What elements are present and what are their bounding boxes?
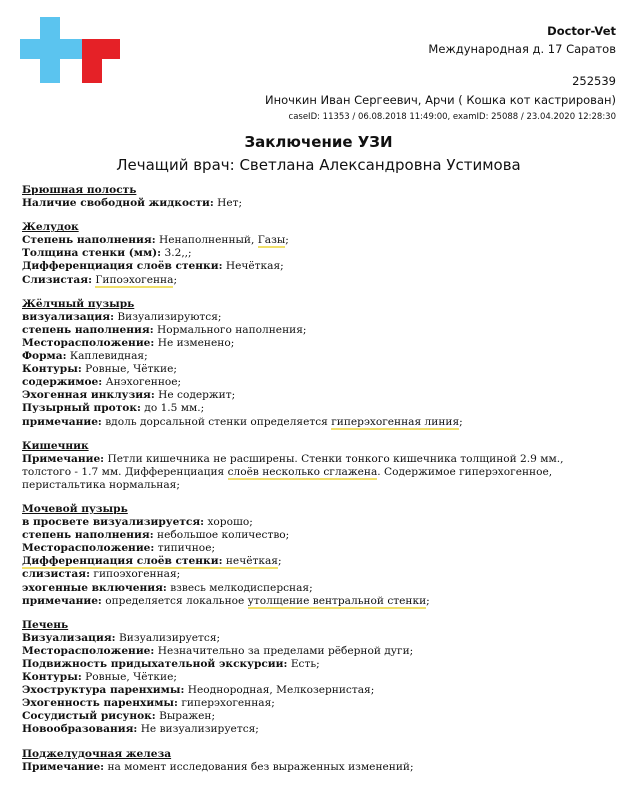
field-row: Толщина стенки (мм): 3.2,,; — [22, 247, 192, 260]
logo-blue-cross-horizontal — [20, 39, 82, 59]
section-title: Печень — [22, 618, 69, 631]
field-row: Примечание: на момент исследования без выраженных изменений; — [22, 760, 414, 773]
field-row: Визуализация: Визуализируется; — [22, 631, 221, 644]
field-row: Дифференциация слоёв стенки: Нечёткая; — [22, 260, 284, 273]
highlight: утолщение вентральной стенки — [247, 594, 427, 607]
field-row: визуализация: Визуализируются; — [22, 310, 222, 323]
field-row: Месторасположение: Не изменено; — [22, 336, 235, 349]
section-title: Брюшная полость — [22, 184, 137, 196]
logo-red-shape-horizontal — [82, 39, 120, 59]
section-gallbladder — [22, 298, 614, 429]
field-row: Наличие свободной жидкости: Нет; — [22, 197, 243, 210]
highlight: Гипоэхогенна — [95, 273, 174, 286]
section-stomach — [22, 221, 614, 286]
field-row: Сосудистый рисунок: Выражен; — [22, 710, 216, 723]
clinic-address: Международная д. 17 Саратов — [428, 42, 616, 56]
field-row: степень наполнения: небольшое количество; — [22, 529, 290, 542]
field-row: Контуры: Ровные, Чёткие; — [22, 363, 177, 376]
section-title: Жёлчный пузырь — [22, 297, 135, 310]
highlight: слоёв несколько сглажена — [227, 465, 378, 478]
field-row: Новообразования: Не визуализируется; — [22, 723, 259, 736]
field-row: степень наполнения: Нормального наполнения; — [22, 323, 307, 336]
field-row: Эхогенная инклузия: Не содержит; — [22, 389, 236, 402]
highlight: гиперэхогенная линия — [331, 415, 460, 428]
report-title: Заключение УЗИ — [244, 133, 393, 151]
section-liver — [22, 619, 614, 737]
case-number: 252539 — [572, 74, 616, 88]
attending-doctor: Лечащий врач: Светлана Александровна Устимова — [116, 156, 521, 174]
highlight: Дифференциация слоёв стенки: нечёткая — [22, 555, 278, 568]
clinic-logo-icon — [20, 17, 120, 83]
field-row: слизистая: гипоэхогенная; — [22, 568, 181, 581]
field-row: Эхогенность паренхимы: гиперэхогенная; — [22, 697, 275, 710]
field-row: в просвете визуализируется: хорошо; — [22, 516, 253, 529]
field-row: Пузырный проток: до 1.5 мм.; — [22, 402, 205, 415]
field-row: Примечание: Петли кишечника не расширены. Стенки тонкого кишечника толщиной 2.9 мм., толстого - 1.7 мм. Дифференциация слоёв несколько сглажена. Содержимое гиперэхогенное, перистальтика нормальная; — [22, 452, 564, 491]
section-pancreas — [22, 748, 614, 774]
section-title: Мочевой пузырь — [22, 502, 128, 515]
field-row: Слизистая: Гипоэхогенна; — [22, 273, 178, 286]
section-title: Поджелудочная железа — [22, 747, 172, 760]
clinic-name: Doctor-Vet — [547, 24, 616, 38]
field-row: Степень наполнения: Ненаполненный, Газы; — [22, 234, 289, 247]
section-abdomen — [22, 184, 614, 210]
case-exam-ids: caseID: 11353 / 06.08.2018 11:49:00, examID: 25088 / 23.04.2020 12:28:30 — [288, 112, 616, 122]
field-row: Подвижность придыхательной экскурсии: Есть; — [22, 658, 320, 670]
section-intestine — [22, 440, 614, 492]
field-row: Контуры: Ровные, Чёткие; — [22, 671, 177, 684]
field-row: Месторасположение: Незначительно за пределами рёберной дуги; — [22, 644, 414, 657]
field-row: Эхоструктура паренхимы: Неоднородная, Мелкозернистая; — [22, 684, 375, 697]
field-row: Месторасположение: типичное; — [22, 542, 216, 555]
section-bladder — [22, 503, 614, 608]
section-title: Желудок — [22, 221, 79, 234]
highlight: Газы — [257, 234, 286, 247]
field-row: Дифференциация слоёв стенки: нечёткая; — [22, 555, 282, 568]
report-body — [22, 184, 614, 785]
field-row: Форма: Каплевидная; — [22, 350, 148, 363]
patient-info: Иночкин Иван Сергеевич, Арчи ( Кошка кот кастрирован) — [265, 93, 616, 107]
field-row: примечание: определяется локальное утолщение вентральной стенки; — [22, 594, 430, 607]
section-title: Кишечник — [22, 439, 89, 452]
field-row: содержимое: Анэхогенное; — [22, 376, 182, 389]
field-row: эхогенные включения: взвесь мелкодисперсная; — [22, 581, 313, 594]
field-row: примечание: вдоль дорсальной стенки определяется гиперэхогенная линия; — [22, 415, 463, 428]
